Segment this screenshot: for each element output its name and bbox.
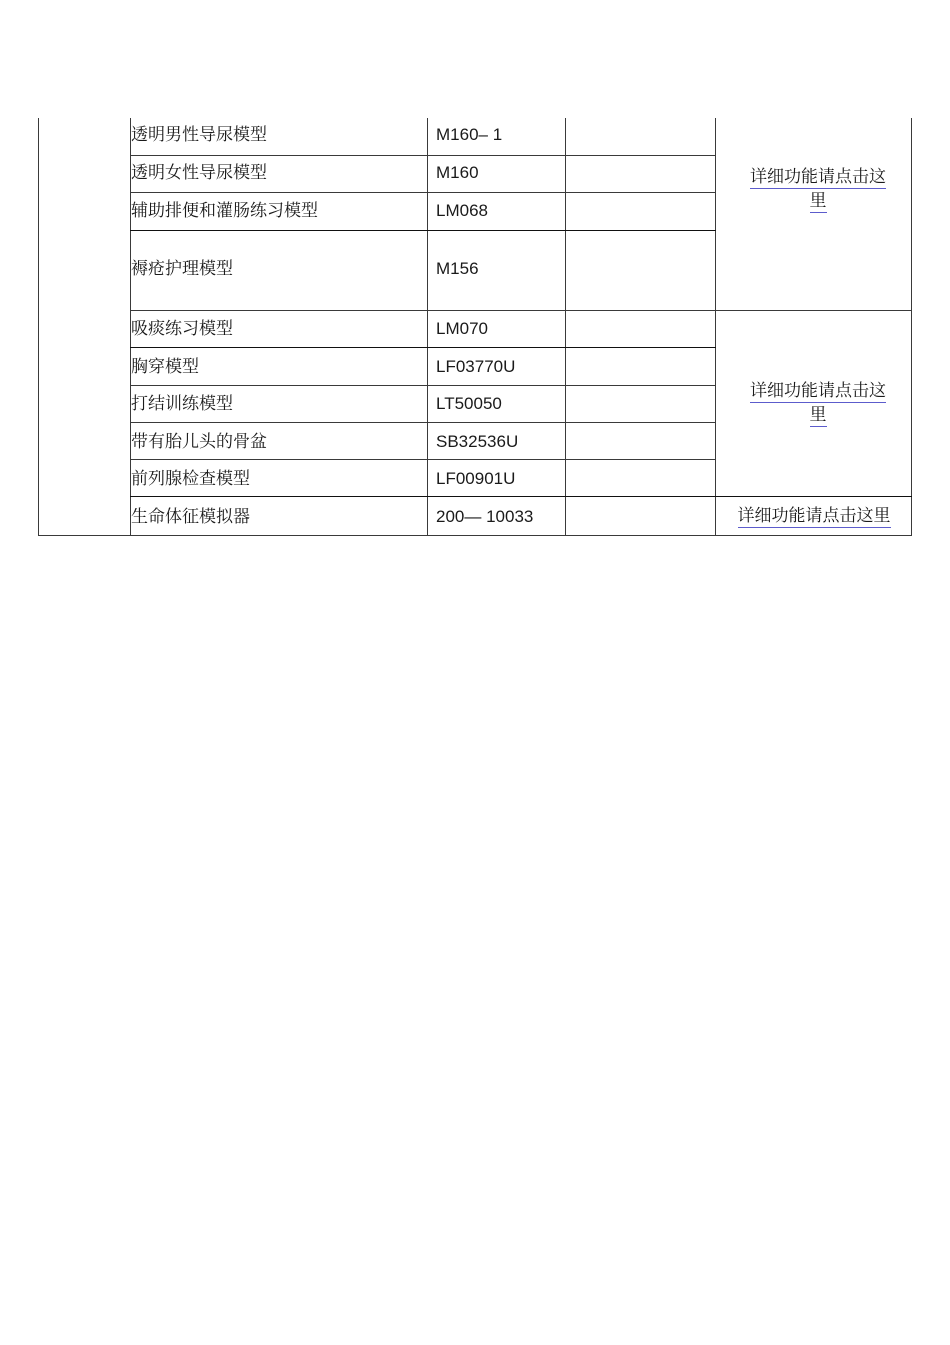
table-border-left — [38, 118, 39, 536]
model-name: 透明男性导尿模型 — [131, 125, 267, 145]
model-name: 透明女性导尿模型 — [131, 163, 267, 183]
column-divider-link — [715, 118, 716, 536]
row-divider — [130, 230, 716, 231]
model-name: 辅助排便和灌肠练习模型 — [131, 201, 318, 221]
model-name: 前列腺检查模型 — [131, 469, 250, 489]
model-name: 胸穿模型 — [131, 357, 199, 377]
detail-link[interactable] — [717, 504, 911, 528]
column-divider-code — [427, 118, 428, 536]
row-divider — [130, 422, 716, 423]
model-name: 吸痰练习模型 — [131, 319, 233, 339]
row-divider — [130, 155, 716, 156]
table-border-bottom — [38, 535, 912, 536]
column-divider-empty — [565, 118, 566, 536]
model-code: 200— 10033 — [436, 507, 534, 526]
model-code: LM070 — [436, 319, 488, 338]
row-divider — [130, 459, 716, 460]
row-divider — [130, 192, 716, 193]
detail-link-text[interactable]: 里 — [809, 191, 827, 211]
model-code: LF03770U — [436, 357, 516, 376]
model-name: 褥疮护理模型 — [131, 259, 233, 279]
model-name: 打结训练模型 — [131, 394, 233, 414]
model-name: 生命体征模拟器 — [131, 507, 250, 527]
row-divider — [130, 347, 716, 348]
model-code: LT50050 — [436, 394, 502, 413]
row-divider — [130, 496, 912, 497]
row-divider — [130, 310, 912, 311]
model-code: M156 — [436, 259, 479, 278]
detail-link-text[interactable]: 详细功能请点击这 — [750, 381, 886, 401]
model-name: 带有胎儿头的骨盆 — [131, 432, 267, 452]
detail-link-text[interactable]: 里 — [809, 405, 827, 425]
detail-link[interactable] — [722, 165, 914, 213]
detail-link-text[interactable]: 详细功能请点击这里 — [737, 506, 891, 526]
row-divider — [130, 385, 716, 386]
model-code: SB32536U — [436, 432, 519, 451]
model-code: LM068 — [436, 201, 488, 220]
model-code: M160– 1 — [436, 125, 503, 144]
detail-link[interactable] — [722, 379, 914, 427]
model-code: M160 — [436, 163, 479, 182]
model-code: LF00901U — [436, 469, 516, 488]
detail-link-text[interactable]: 详细功能请点击这 — [750, 167, 886, 187]
